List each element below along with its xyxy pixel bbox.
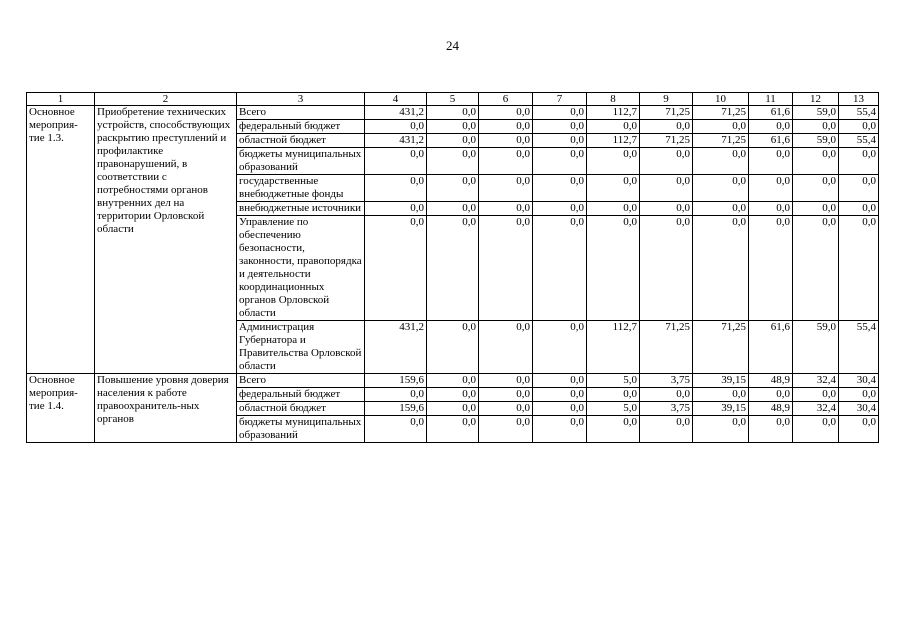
amount-cell: 0,0 <box>839 216 879 321</box>
amount-cell: 0,0 <box>793 216 839 321</box>
amount-cell: 0,0 <box>693 148 749 175</box>
amount-cell: 0,0 <box>533 321 587 374</box>
amount-cell: 0,0 <box>793 120 839 134</box>
amount-cell: 0,0 <box>427 148 479 175</box>
funding-source-label: Всего <box>237 374 365 388</box>
header-cell: 5 <box>427 93 479 106</box>
amount-cell: 0,0 <box>839 202 879 216</box>
amount-cell: 55,4 <box>839 106 879 120</box>
amount-cell: 112,7 <box>587 134 640 148</box>
amount-cell: 0,0 <box>839 148 879 175</box>
amount-cell: 0,0 <box>693 120 749 134</box>
amount-cell: 431,2 <box>365 321 427 374</box>
amount-cell: 0,0 <box>479 175 533 202</box>
amount-cell: 32,4 <box>793 402 839 416</box>
amount-cell: 0,0 <box>533 402 587 416</box>
amount-cell: 0,0 <box>749 388 793 402</box>
amount-cell: 0,0 <box>533 216 587 321</box>
funding-source-label: федеральный бюджет <box>237 120 365 134</box>
amount-cell: 0,0 <box>365 202 427 216</box>
header-cell: 9 <box>640 93 693 106</box>
amount-cell: 0,0 <box>479 402 533 416</box>
amount-cell: 0,0 <box>640 388 693 402</box>
funding-source-label: федеральный бюджет <box>237 388 365 402</box>
amount-cell: 0,0 <box>533 416 587 443</box>
amount-cell: 0,0 <box>749 120 793 134</box>
amount-cell: 112,7 <box>587 321 640 374</box>
amount-cell: 0,0 <box>640 120 693 134</box>
amount-cell: 61,6 <box>749 134 793 148</box>
amount-cell: 0,0 <box>533 388 587 402</box>
amount-cell: 0,0 <box>479 120 533 134</box>
header-cell: 8 <box>587 93 640 106</box>
amount-cell: 71,25 <box>640 106 693 120</box>
amount-cell: 5,0 <box>587 374 640 388</box>
amount-cell: 0,0 <box>533 374 587 388</box>
amount-cell: 59,0 <box>793 134 839 148</box>
amount-cell: 5,0 <box>587 402 640 416</box>
amount-cell: 0,0 <box>839 388 879 402</box>
amount-cell: 0,0 <box>479 216 533 321</box>
amount-cell: 0,0 <box>427 321 479 374</box>
amount-cell: 0,0 <box>839 175 879 202</box>
amount-cell: 0,0 <box>587 175 640 202</box>
amount-cell: 0,0 <box>587 202 640 216</box>
amount-cell: 0,0 <box>793 388 839 402</box>
header-cell: 4 <box>365 93 427 106</box>
amount-cell: 0,0 <box>427 374 479 388</box>
header-cell: 1 <box>27 93 95 106</box>
amount-cell: 0,0 <box>587 120 640 134</box>
amount-cell: 0,0 <box>693 202 749 216</box>
amount-cell: 0,0 <box>640 216 693 321</box>
table-row <box>27 106 879 120</box>
amount-cell: 30,4 <box>839 374 879 388</box>
amount-cell: 0,0 <box>479 134 533 148</box>
table-row <box>27 374 879 388</box>
amount-cell: 0,0 <box>749 416 793 443</box>
amount-cell: 0,0 <box>479 374 533 388</box>
amount-cell: 0,0 <box>365 388 427 402</box>
amount-cell: 0,0 <box>749 175 793 202</box>
measure-code: Основное мероприя-тие 1.4. <box>27 374 95 443</box>
amount-cell: 0,0 <box>365 148 427 175</box>
amount-cell: 0,0 <box>427 134 479 148</box>
funding-source-label: областной бюджет <box>237 134 365 148</box>
amount-cell: 0,0 <box>587 216 640 321</box>
amount-cell: 0,0 <box>640 175 693 202</box>
amount-cell: 55,4 <box>839 321 879 374</box>
amount-cell: 0,0 <box>533 106 587 120</box>
amount-cell: 0,0 <box>693 388 749 402</box>
amount-cell: 0,0 <box>479 148 533 175</box>
amount-cell: 32,4 <box>793 374 839 388</box>
amount-cell: 0,0 <box>479 202 533 216</box>
amount-cell: 48,9 <box>749 402 793 416</box>
header-cell: 7 <box>533 93 587 106</box>
amount-cell: 0,0 <box>479 416 533 443</box>
amount-cell: 0,0 <box>749 148 793 175</box>
amount-cell: 0,0 <box>533 175 587 202</box>
amount-cell: 0,0 <box>793 416 839 443</box>
amount-cell: 59,0 <box>793 106 839 120</box>
amount-cell: 0,0 <box>365 175 427 202</box>
amount-cell: 0,0 <box>839 120 879 134</box>
amount-cell: 0,0 <box>365 216 427 321</box>
amount-cell: 0,0 <box>479 321 533 374</box>
amount-cell: 0,0 <box>427 106 479 120</box>
amount-cell: 0,0 <box>693 416 749 443</box>
funding-source-label: бюджеты муниципальных образований <box>237 148 365 175</box>
amount-cell: 159,6 <box>365 374 427 388</box>
amount-cell: 0,0 <box>533 148 587 175</box>
amount-cell: 0,0 <box>749 202 793 216</box>
amount-cell: 0,0 <box>427 175 479 202</box>
amount-cell: 112,7 <box>587 106 640 120</box>
header-cell: 6 <box>479 93 533 106</box>
amount-cell: 0,0 <box>793 148 839 175</box>
header-cell: 13 <box>839 93 879 106</box>
amount-cell: 0,0 <box>427 120 479 134</box>
amount-cell: 0,0 <box>533 120 587 134</box>
amount-cell: 0,0 <box>427 416 479 443</box>
page-number: 24 <box>446 38 459 53</box>
amount-cell: 431,2 <box>365 106 427 120</box>
amount-cell: 3,75 <box>640 402 693 416</box>
amount-cell: 0,0 <box>693 175 749 202</box>
funding-source-label: государственные внебюджетные фонды <box>237 175 365 202</box>
amount-cell: 71,25 <box>693 321 749 374</box>
amount-cell: 61,6 <box>749 106 793 120</box>
amount-cell: 71,25 <box>693 134 749 148</box>
amount-cell: 0,0 <box>640 416 693 443</box>
amount-cell: 61,6 <box>749 321 793 374</box>
amount-cell: 0,0 <box>749 216 793 321</box>
amount-cell: 0,0 <box>479 106 533 120</box>
amount-cell: 0,0 <box>427 202 479 216</box>
funding-source-label: Управление по обеспечению безопасности, законности, правопорядка и деятельности координационных органов Орловской области <box>237 216 365 321</box>
amount-cell: 0,0 <box>365 416 427 443</box>
amount-cell: 71,25 <box>640 134 693 148</box>
amount-cell: 0,0 <box>479 388 533 402</box>
amount-cell: 3,75 <box>640 374 693 388</box>
amount-cell: 0,0 <box>640 202 693 216</box>
amount-cell: 0,0 <box>427 388 479 402</box>
amount-cell: 30,4 <box>839 402 879 416</box>
measure-code: Основное мероприя-тие 1.3. <box>27 106 95 374</box>
amount-cell: 55,4 <box>839 134 879 148</box>
header-cell: 12 <box>793 93 839 106</box>
amount-cell: 48,9 <box>749 374 793 388</box>
measure-title: Приобретение технических устройств, способствующих раскрытию преступлений и профилактике правонарушений, в соответствии с потребностями органов внутренних дел на территории Орловской области <box>95 106 237 374</box>
budget-table <box>26 92 879 443</box>
header-cell: 10 <box>693 93 749 106</box>
amount-cell: 0,0 <box>365 120 427 134</box>
amount-cell: 0,0 <box>839 416 879 443</box>
amount-cell: 0,0 <box>587 148 640 175</box>
amount-cell: 0,0 <box>427 216 479 321</box>
amount-cell: 0,0 <box>533 202 587 216</box>
funding-source-label: областной бюджет <box>237 402 365 416</box>
amount-cell: 0,0 <box>587 416 640 443</box>
amount-cell: 0,0 <box>427 402 479 416</box>
amount-cell: 59,0 <box>793 321 839 374</box>
header-row <box>27 93 879 106</box>
amount-cell: 39,15 <box>693 374 749 388</box>
amount-cell: 0,0 <box>793 202 839 216</box>
amount-cell: 39,15 <box>693 402 749 416</box>
header-cell: 3 <box>237 93 365 106</box>
header-cell: 11 <box>749 93 793 106</box>
amount-cell: 0,0 <box>587 388 640 402</box>
amount-cell: 431,2 <box>365 134 427 148</box>
amount-cell: 0,0 <box>693 216 749 321</box>
amount-cell: 71,25 <box>693 106 749 120</box>
amount-cell: 0,0 <box>533 134 587 148</box>
amount-cell: 0,0 <box>640 148 693 175</box>
funding-source-label: Администрация Губернатора и Правительства Орловской области <box>237 321 365 374</box>
amount-cell: 159,6 <box>365 402 427 416</box>
header-cell: 2 <box>95 93 237 106</box>
funding-source-label: внебюджетные источники <box>237 202 365 216</box>
amount-cell: 71,25 <box>640 321 693 374</box>
amount-cell: 0,0 <box>793 175 839 202</box>
funding-source-label: бюджеты муниципальных образований <box>237 416 365 443</box>
measure-title: Повышение уровня доверия населения к работе правоохранитель-ных органов <box>95 374 237 443</box>
funding-source-label: Всего <box>237 106 365 120</box>
